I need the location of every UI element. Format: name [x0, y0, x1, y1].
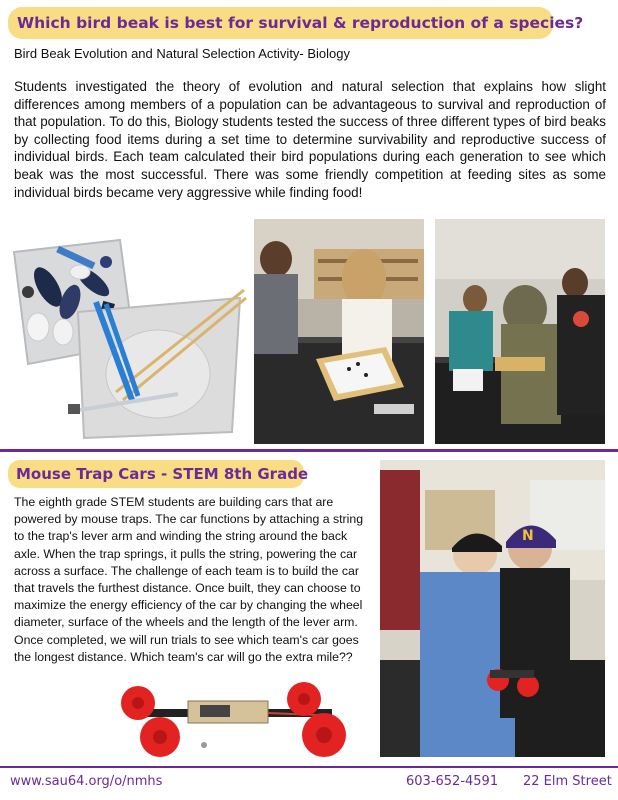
photo-mouse-trap-car [108, 679, 360, 761]
footer-rule [0, 766, 618, 768]
footer-url-link[interactable]: www.sau64.org/o/nmhs [10, 774, 163, 789]
photo-beak-tools [8, 232, 248, 444]
section2-body: The eighth grade STEM students are building cars that are powered by mouse traps. The car functions by attaching a string to the trap's lever arm and winding the string around the back axle. When the trap springs, it pulls the string, powering the car across a surface. The challenge of each team is to build the car that travels the furthest distance. Once built, they can choose to maximize the energy efficiency of the car by changing the wheel diameter, surface of the wheels and the length of the lever arm. Once completed, we will run trials to see which team's car goes the longest distance. Which team's car will go the extra mile?? [14, 495, 364, 664]
section1-subtitle: Bird Beak Evolution and Natural Selection Activity- Biology [14, 46, 351, 61]
section-divider [0, 449, 618, 452]
cap-letter: N [522, 528, 534, 544]
section2-title: Mouse Trap Cars - STEM 8th Grade [8, 460, 304, 488]
photo-students-building-car [380, 460, 605, 757]
footer-address: 22 Elm Street [523, 774, 612, 789]
photo-students-lab-1 [254, 219, 424, 444]
footer-phone: 603-652-4591 [406, 774, 499, 789]
section1-title: Which bird beak is best for survival & reproduction of a species? [8, 7, 553, 39]
section1-body: Students investigated the theory of evolution and natural selection that explains how slight differences among members of a population can be advantageous to survival and reproduction of that population. To do this, Biology students tested the success of three different types of bird beaks by collecting food items during a set time to determine survivability and reproductive success of individual birds. Each team calculated their bird populations during each generation to see which beak was the most successful. There was some friendly competition at feeding sites as some individual birds became very aggressive while finding food! [14, 79, 606, 200]
photo-students-lab-2 [435, 219, 605, 444]
